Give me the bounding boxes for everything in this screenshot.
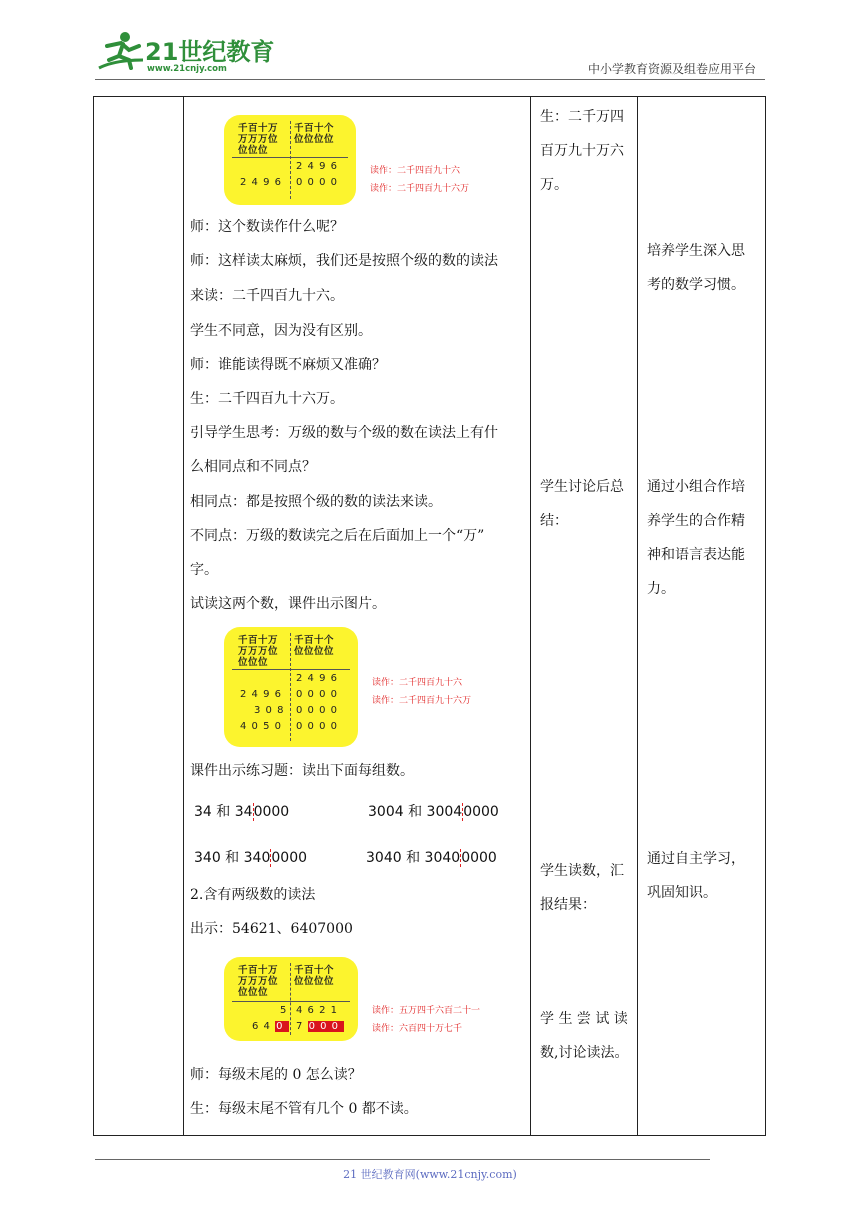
teaching-process-text: 生：每级末尾不管有几个 0 都不读。 <box>190 1101 418 1117</box>
card-row: 2496 <box>296 161 343 172</box>
number-pair: 340 和 3400000 <box>194 850 308 866</box>
card-row: 2496 <box>296 673 343 684</box>
card-head-left: 千百十万 万万万位 位位位 <box>238 123 279 156</box>
number-pair: 3040 和 30400000 <box>366 850 497 866</box>
place-value-card: 千百十万 万万万位 位位位 千百十个 位位位位 2496 2496 0000 308 0000 4050 0000 <box>224 627 358 747</box>
logo-text: 21世纪教育 <box>145 38 275 66</box>
section-heading: 2.含有两级数的读法 <box>190 887 316 903</box>
header-divider <box>95 79 765 80</box>
card-head-right: 千百十个 位位位位 <box>294 123 335 145</box>
card-row: 0000 <box>296 689 343 700</box>
column-divider <box>183 97 184 1135</box>
column-divider <box>530 97 531 1135</box>
page-header <box>0 0 860 90</box>
place-value-card <box>224 115 356 205</box>
reading-label: 读作：二千四百九十六万 <box>370 184 470 194</box>
reading-label: 读作：二千四百九十六 <box>370 166 461 176</box>
number-pair: 3004 和 30040000 <box>368 804 499 820</box>
lesson-table: 千百十万 万万万位 位位位 千百十个 位位位位 2496 2496 0000 读作：二千四百九十六 读作：二千四百九十六万 师：这个数读作什么呢？ 师：这样读太麻烦，我们还是按照个级的数的读法 来读：二千四百九十六。 学生不同意，因为没有区别。 师：谁能读得既不麻烦又准确？ 生：二千四百九十六万。 引导学生思考：万级的数与个级的数在读法上有什 么相同点和不同点？ 相同点：都是按照个级的数的读法来读。 不同点：万级的数读完之后在后面加上一个“万” 字。 试读这两个数，课件出示图片。 千百十万 万万万位 位位位 千百十个 位位位位 2496 2496 0000 308 0000 4050 0000 读作：二千四百九十六 读作：二千四百九十六万 课件出示练习题：读出下面每组数。 34 和 340000 3004 和 30040000 340 和 3400000 3040 和 30400000 2.含有两级数的读法 出示：54621、6407000 千百十万 万万万位 位位位 千百十个 位位位位 5 4621 640 7000 读作：五万四千六百二十一 读作：六百四十万七千 师：每级末尾的 0 怎么读？ 生：每级末尾不管有几个 0 都不读。 生：二千万四 百万九十万六 万。 学生讨论后总 结： 学生读数，汇 报结果： 学 生 尝 试 读 数,讨论读法。 培养学生深入思 考的数学习惯。 通过小组合作培 养学生的合作精 神和语言表达能 力。 通过自主学习， 巩固知识。 <box>93 96 766 1136</box>
reading-label: 读作：五万四千六百二十一 <box>372 1006 481 1016</box>
card-row: 2496 <box>240 177 287 188</box>
highlight-zeros: 000 <box>308 1021 344 1032</box>
site-logo <box>95 30 275 80</box>
number-pair: 34 和 340000 <box>194 804 290 820</box>
card-row: 4050 <box>240 721 287 732</box>
card-row: 640 <box>252 1021 288 1032</box>
reading-label: 读作：二千四百九十六万 <box>372 696 472 706</box>
show-numbers: 出示：54621、6407000 <box>190 921 353 937</box>
platform-title: 中小学教育资源及组卷应用平台 <box>587 62 756 76</box>
card-row: 0000 <box>296 177 343 188</box>
place-value-card: 千百十万 万万万位 位位位 千百十个 位位位位 5 4621 640 7000 <box>224 957 358 1041</box>
column-divider <box>637 97 638 1135</box>
reading-label: 读作：二千四百九十六 <box>372 678 463 688</box>
card-row: 5 <box>280 1005 292 1016</box>
runner-logo-icon <box>95 30 147 76</box>
card-row: 308 <box>254 705 289 716</box>
card-row: 7000 <box>296 1021 344 1032</box>
exercise-intro: 课件出示练习题：读出下面每组数。 <box>190 763 414 779</box>
card-row: 0000 <box>296 705 343 716</box>
logo-url: www.21cnjy.com <box>147 64 227 74</box>
card-row: 4621 <box>296 1005 343 1016</box>
card-row: 2496 <box>240 689 287 700</box>
card-row: 0000 <box>296 721 343 732</box>
teaching-process-text: 师：每级末尾的 0 怎么读？ <box>190 1067 362 1083</box>
footer-text: 21 世纪教育网(www.21cnjy.com) <box>343 1168 517 1181</box>
highlight-zero: 0 <box>276 1021 288 1032</box>
reading-label: 读作：六百四十万七千 <box>372 1024 463 1034</box>
footer-divider <box>95 1159 710 1160</box>
